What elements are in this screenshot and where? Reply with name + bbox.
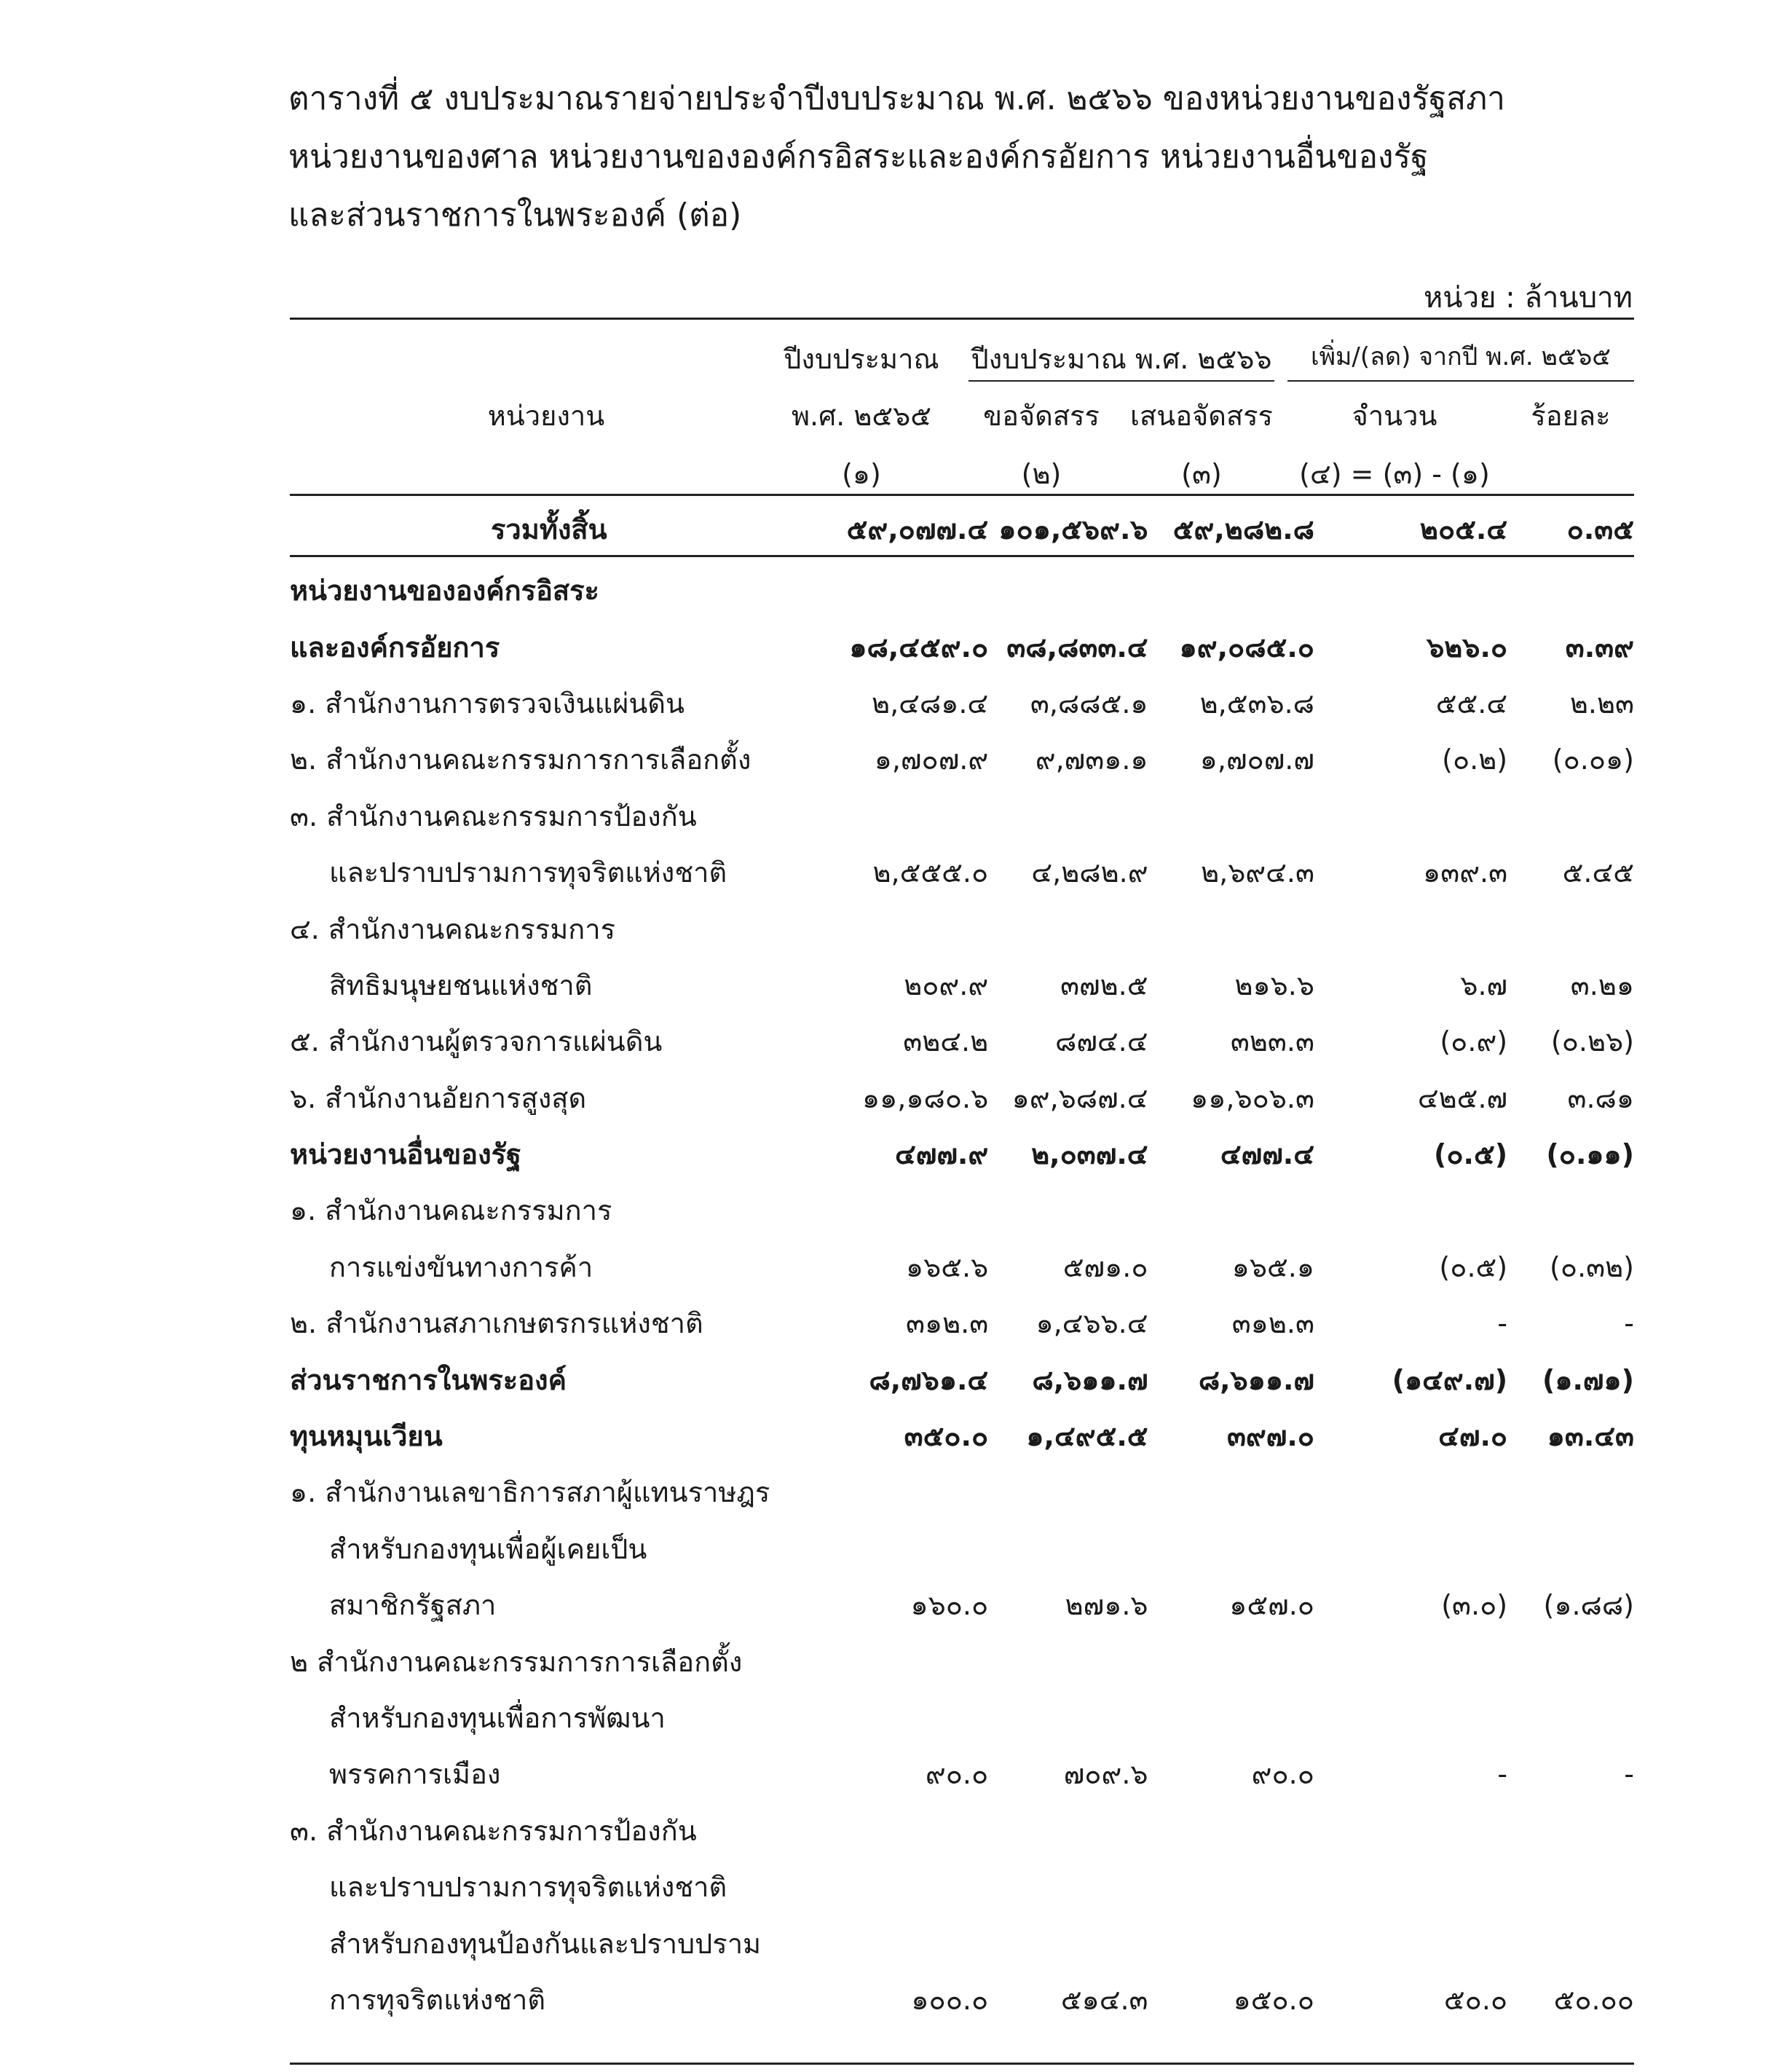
value-cell-c4: (๑๔๙.๗) bbox=[1392, 1363, 1508, 1396]
agency-cell: ๑. สำนักงานเลขาธิการสภาผู้แทนราษฎร bbox=[290, 1476, 770, 1509]
agency-cell: สำหรับกองทุนป้องกันและปราบปราม bbox=[329, 1927, 762, 1960]
table-row bbox=[290, 1803, 1634, 1859]
agency-cell: พรรคการเมือง bbox=[329, 1758, 501, 1791]
value-cell-c4: ๔๒๕.๗ bbox=[1417, 1082, 1508, 1114]
value-cell-c3 bbox=[1148, 1859, 1314, 1915]
unit-label: หน่วย : ล้านบาท bbox=[1423, 281, 1633, 315]
value-cell-c4: (๐.๕) bbox=[1439, 1250, 1508, 1283]
value-cell-c1: ๓๕๐.๐ bbox=[904, 1420, 989, 1453]
table-row bbox=[290, 731, 1634, 787]
value-cell-c4 bbox=[1314, 1690, 1507, 1746]
value-cell-c5: (๐.๒๖) bbox=[1550, 1025, 1634, 1058]
value-cell-c3: ๕๙,๒๘๒.๘ bbox=[1172, 513, 1314, 545]
value-cell-c4: ๖.๗ bbox=[1460, 969, 1508, 1001]
value-cell-c1: ๒,๔๘๑.๔ bbox=[872, 687, 989, 720]
value-cell-c1: ๑๑,๑๘๐.๖ bbox=[862, 1082, 989, 1114]
agency-cell: การแข่งขันทางการค้า bbox=[329, 1250, 593, 1283]
value-cell-c4 bbox=[1314, 1182, 1507, 1238]
header-col1-year: พ.ศ. ๒๕๖๕ bbox=[791, 400, 932, 432]
value-cell-c4 bbox=[1314, 562, 1507, 618]
agency-cell: ๕. สำนักงานผู้ตรวจการแผ่นดิน bbox=[290, 1025, 663, 1058]
value-cell-c2: ๑,๔๖๖.๔ bbox=[1035, 1307, 1148, 1340]
value-cell-c2: ๕๗๑.๐ bbox=[1062, 1250, 1148, 1283]
value-cell-c2 bbox=[988, 1182, 1148, 1238]
group-underline-change bbox=[1287, 380, 1634, 382]
value-cell-c3: ๑๑,๖๐๖.๓ bbox=[1191, 1082, 1314, 1114]
value-cell-c1: ๒,๕๕๕.๐ bbox=[872, 856, 989, 889]
value-cell-c2 bbox=[988, 900, 1148, 956]
value-cell-c1: ๓๑๒.๓ bbox=[905, 1307, 989, 1340]
value-cell-c5: (๐.๐๑) bbox=[1552, 744, 1634, 776]
table-bottom-rule bbox=[290, 2063, 1634, 2065]
value-cell-c2 bbox=[988, 1521, 1148, 1577]
value-cell-c3 bbox=[1148, 562, 1314, 618]
table-row bbox=[290, 1070, 1634, 1126]
value-cell-c3: ๑๕๐.๐ bbox=[1233, 1983, 1314, 2016]
table-row bbox=[290, 1859, 1634, 1915]
header-col5: ร้อยละ bbox=[1531, 400, 1611, 432]
value-cell-c2: ๓๗๒.๕ bbox=[1060, 969, 1148, 1001]
value-cell-c5: ๐.๓๕ bbox=[1566, 513, 1634, 545]
value-cell-c5: ๒.๒๓ bbox=[1569, 687, 1634, 720]
table-row bbox=[290, 844, 1634, 900]
agency-cell: ๔. สำนักงานคณะกรรมการ bbox=[290, 913, 616, 945]
header-col2-number: (๒) bbox=[1021, 458, 1062, 490]
table-row bbox=[290, 1577, 1634, 1633]
header-col1-top: ปีงบประมาณ bbox=[784, 343, 939, 375]
value-cell-c2: ๑๙,๖๘๗.๔ bbox=[1011, 1082, 1148, 1114]
value-cell-c5 bbox=[1507, 1464, 1634, 1520]
value-cell-c1 bbox=[808, 1690, 989, 1746]
agency-cell: และองค์กรอัยการ bbox=[290, 631, 500, 663]
agency-cell: ๑. สำนักงานการตรวจเงินแผ่นดิน bbox=[290, 687, 685, 720]
agency-cell: และปราบปรามการทุจริตแห่งชาติ bbox=[329, 1871, 727, 1904]
value-cell-c4: ๖๒๖.๐ bbox=[1427, 631, 1508, 663]
agency-cell: ๒. สำนักงานสภาเกษตรกรแห่งชาติ bbox=[290, 1307, 703, 1340]
value-cell-c5: ๕.๔๕ bbox=[1562, 856, 1634, 889]
value-cell-c3: ๑๙,๐๘๕.๐ bbox=[1179, 631, 1314, 663]
value-cell-c1: ๑๘,๔๕๙.๐ bbox=[849, 631, 989, 663]
agency-cell: ส่วนราชการในพระองค์ bbox=[290, 1363, 567, 1396]
value-cell-c4: ๔๗.๐ bbox=[1438, 1420, 1508, 1453]
table-top-rule bbox=[290, 318, 1634, 320]
table-row bbox=[290, 1971, 1634, 2028]
value-cell-c3: ๓๒๓.๓ bbox=[1230, 1025, 1314, 1058]
value-cell-c2: ๑,๔๙๕.๕ bbox=[1026, 1420, 1148, 1453]
value-cell-c2: ๕๑๔.๓ bbox=[1060, 1983, 1148, 2016]
value-cell-c3: ๒๑๖.๖ bbox=[1234, 969, 1314, 1001]
value-cell-c4 bbox=[1314, 1803, 1507, 1859]
value-cell-c2 bbox=[988, 1859, 1148, 1915]
table-row bbox=[290, 1690, 1634, 1746]
header-col3: เสนอจัดสรร bbox=[1130, 400, 1273, 432]
value-cell-c3 bbox=[1148, 1182, 1314, 1238]
table-row bbox=[290, 675, 1634, 731]
value-cell-c1 bbox=[808, 1464, 989, 1520]
value-cell-c3 bbox=[1148, 1633, 1314, 1689]
value-cell-c5: ๓.๒๑ bbox=[1570, 969, 1634, 1001]
value-cell-c5: ๓.๓๙ bbox=[1565, 631, 1634, 663]
value-cell-c2 bbox=[988, 1464, 1148, 1520]
value-cell-c5: - bbox=[1624, 1757, 1634, 1790]
value-cell-c1 bbox=[808, 1633, 989, 1689]
value-cell-c1 bbox=[808, 1182, 989, 1238]
agency-cell: ทุนหมุนเวียน bbox=[290, 1420, 443, 1453]
value-cell-c1 bbox=[808, 1915, 989, 1971]
value-cell-c4 bbox=[1314, 788, 1507, 844]
value-cell-c5: ๑๓.๔๓ bbox=[1547, 1420, 1634, 1453]
table-row bbox=[290, 1351, 1634, 1407]
value-cell-c2 bbox=[988, 562, 1148, 618]
value-cell-c1: ๑,๗๐๗.๙ bbox=[874, 744, 989, 776]
table-row bbox=[290, 957, 1634, 1013]
table-title bbox=[288, 70, 1657, 245]
table-row bbox=[290, 1633, 1634, 1689]
value-cell-c1 bbox=[808, 788, 989, 844]
agency-cell: การทุจริตแห่งชาติ bbox=[329, 1983, 546, 2016]
header-agency: หน่วยงาน bbox=[487, 400, 605, 432]
table-row bbox=[290, 1408, 1634, 1464]
title-line: หน่วยงานของศาล หน่วยงานขององค์กรอิสระและองค์กรอัยการ หน่วยงานอื่นของรัฐ bbox=[288, 138, 1429, 176]
value-cell-c4: - bbox=[1497, 1307, 1508, 1339]
value-cell-c3 bbox=[1148, 900, 1314, 956]
total-row bbox=[290, 495, 1634, 562]
value-cell-c5: ๓.๘๑ bbox=[1567, 1082, 1634, 1114]
value-cell-c5: ๕๐.๐๐ bbox=[1553, 1983, 1634, 2016]
table-row bbox=[290, 1521, 1634, 1577]
value-cell-c5: (๑.๗๑) bbox=[1542, 1363, 1634, 1396]
header-col4: จำนวน bbox=[1352, 400, 1437, 432]
table-row bbox=[290, 1464, 1634, 1520]
value-cell-c3 bbox=[1148, 1690, 1314, 1746]
value-cell-c3: ๔๗๗.๔ bbox=[1220, 1138, 1314, 1171]
value-cell-c4 bbox=[1314, 1633, 1507, 1689]
value-cell-c4: - bbox=[1497, 1757, 1508, 1790]
value-cell-c2: ๘๗๔.๔ bbox=[1055, 1025, 1148, 1058]
value-cell-c5 bbox=[1507, 788, 1634, 844]
value-cell-c1: ๙๐.๐ bbox=[925, 1758, 989, 1791]
value-cell-c3 bbox=[1148, 1521, 1314, 1577]
agency-cell: ๓. สำนักงานคณะกรรมการป้องกัน bbox=[290, 800, 697, 832]
value-cell-c3 bbox=[1148, 1915, 1314, 1971]
budget-table bbox=[290, 495, 1634, 2028]
title-line: ตารางที่ ๕ งบประมาณรายจ่ายประจำปีงบประมาณ พ.ศ. ๒๕๖๖ ของหน่วยงานของรัฐสภา bbox=[288, 80, 1505, 117]
value-cell-c1: ๓๒๔.๒ bbox=[903, 1025, 989, 1058]
value-cell-c1 bbox=[808, 1521, 989, 1577]
agency-cell: ๓. สำนักงานคณะกรรมการป้องกัน bbox=[290, 1814, 697, 1847]
value-cell-c5 bbox=[1507, 1690, 1634, 1746]
value-cell-c5: (๐.๑๑) bbox=[1546, 1138, 1634, 1171]
title-line: และส่วนราชการในพระองค์ (ต่อ) bbox=[288, 197, 742, 234]
value-cell-c2: ๘,๖๑๑.๗ bbox=[1032, 1363, 1148, 1396]
value-cell-c5 bbox=[1507, 1182, 1634, 1238]
table-row bbox=[290, 1182, 1634, 1238]
agency-cell: ๑. สำนักงานคณะกรรมการ bbox=[290, 1194, 612, 1227]
value-cell-c5: (๐.๓๒) bbox=[1550, 1250, 1634, 1283]
value-cell-c2: ๔,๒๘๒.๙ bbox=[1031, 856, 1148, 889]
value-cell-c2 bbox=[988, 1803, 1148, 1859]
table-row bbox=[290, 1239, 1634, 1295]
value-cell-c3: ๑๕๗.๐ bbox=[1229, 1589, 1314, 1622]
value-cell-c4: ๑๓๙.๓ bbox=[1423, 856, 1508, 889]
agency-cell: รวมทั้งสิ้น bbox=[491, 513, 607, 545]
value-cell-c1: ๘,๗๖๑.๔ bbox=[869, 1363, 989, 1396]
value-cell-c2: ๓,๘๘๕.๑ bbox=[1030, 687, 1148, 720]
header-group-change: เพิ่ม/(ลด) จากปี พ.ศ. ๒๕๖๕ bbox=[1310, 342, 1612, 371]
table-row bbox=[290, 562, 1634, 618]
value-cell-c2 bbox=[988, 788, 1148, 844]
value-cell-c5: (๑.๘๘) bbox=[1543, 1589, 1634, 1622]
value-cell-c2: ๒,๐๓๗.๔ bbox=[1031, 1138, 1148, 1171]
value-cell-c4 bbox=[1314, 1859, 1507, 1915]
value-cell-c3: ๒,๕๓๖.๘ bbox=[1199, 687, 1314, 720]
value-cell-c2 bbox=[988, 1633, 1148, 1689]
value-cell-c5 bbox=[1507, 1915, 1634, 1971]
value-cell-c2 bbox=[988, 1690, 1148, 1746]
table-row bbox=[290, 788, 1634, 844]
agency-cell: หน่วยงานขององค์กรอิสระ bbox=[290, 575, 599, 607]
value-cell-c2: ๗๐๙.๖ bbox=[1063, 1758, 1148, 1791]
value-cell-c2: ๑๐๑,๕๖๙.๖ bbox=[998, 513, 1148, 545]
agency-cell: สมาชิกรัฐสภา bbox=[329, 1589, 497, 1622]
value-cell-c1 bbox=[808, 1803, 989, 1859]
agency-cell: สำหรับกองทุนเพื่อผู้เคยเป็น bbox=[329, 1532, 647, 1565]
agency-cell: ๒. สำนักงานคณะกรรมการการเลือกตั้ง bbox=[290, 744, 752, 776]
agency-cell: สำหรับกองทุนเพื่อการพัฒนา bbox=[329, 1702, 666, 1734]
value-cell-c1: ๑๖๕.๖ bbox=[905, 1250, 989, 1283]
header-col1-number: (๑) bbox=[842, 458, 881, 490]
header-col2: ขอจัดสรร bbox=[983, 400, 1100, 432]
value-cell-c1 bbox=[808, 900, 989, 956]
value-cell-c4: ๕๕.๔ bbox=[1435, 687, 1508, 720]
value-cell-c3: ๑,๗๐๗.๗ bbox=[1199, 744, 1314, 776]
value-cell-c1 bbox=[808, 1859, 989, 1915]
value-cell-c3 bbox=[1148, 1464, 1314, 1520]
value-cell-c4: (๓.๐) bbox=[1441, 1589, 1508, 1622]
table-row bbox=[290, 1746, 1634, 1802]
value-cell-c2: ๓๘,๘๓๓.๔ bbox=[1006, 631, 1148, 663]
header-group-2566: ปีงบประมาณ พ.ศ. ๒๕๖๖ bbox=[971, 343, 1272, 375]
table-row bbox=[290, 900, 1634, 956]
value-cell-c1: ๕๙,๐๗๗.๔ bbox=[846, 513, 989, 545]
value-cell-c3: ๓๙๗.๐ bbox=[1226, 1420, 1314, 1453]
table-row bbox=[290, 1126, 1634, 1182]
value-cell-c4 bbox=[1314, 1915, 1507, 1971]
agency-cell: สิทธิมนุษยชนแห่งชาติ bbox=[329, 969, 593, 1001]
value-cell-c2: ๒๗๑.๖ bbox=[1065, 1589, 1148, 1622]
value-cell-c3: ๘,๖๑๑.๗ bbox=[1198, 1363, 1314, 1396]
value-cell-c3 bbox=[1148, 788, 1314, 844]
table-row bbox=[290, 1013, 1634, 1069]
table-body bbox=[290, 495, 1634, 2028]
agency-cell: ๖. สำนักงานอัยการสูงสุด bbox=[290, 1082, 587, 1114]
value-cell-c3 bbox=[1148, 1803, 1314, 1859]
value-cell-c3: ๒,๖๙๔.๓ bbox=[1201, 856, 1314, 889]
value-cell-c5 bbox=[1507, 1633, 1634, 1689]
value-cell-c4: ๒๐๕.๔ bbox=[1419, 513, 1508, 545]
value-cell-c5 bbox=[1507, 1521, 1634, 1577]
value-cell-c4: ๕๐.๐ bbox=[1443, 1983, 1508, 2016]
value-cell-c5 bbox=[1507, 1859, 1634, 1915]
value-cell-c3: ๑๖๕.๑ bbox=[1231, 1250, 1314, 1283]
value-cell-c4 bbox=[1314, 1521, 1507, 1577]
value-cell-c3: ๙๐.๐ bbox=[1251, 1758, 1314, 1791]
value-cell-c4 bbox=[1314, 900, 1507, 956]
value-cell-c4: (๐.๙) bbox=[1440, 1025, 1508, 1058]
value-cell-c1: ๑๐๐.๐ bbox=[911, 1983, 989, 2016]
value-cell-c2 bbox=[988, 1915, 1148, 1971]
value-cell-c4: (๐.๕) bbox=[1433, 1138, 1508, 1171]
value-cell-c1: ๒๐๙.๙ bbox=[904, 969, 989, 1001]
value-cell-c5: - bbox=[1624, 1307, 1634, 1339]
agency-cell: ๒ สำนักงานคณะกรรมการการเลือกตั้ง bbox=[290, 1645, 743, 1678]
table-row bbox=[290, 1295, 1634, 1351]
value-cell-c1: ๑๖๐.๐ bbox=[910, 1589, 989, 1622]
agency-cell: หน่วยงานอื่นของรัฐ bbox=[290, 1138, 522, 1171]
value-cell-c5 bbox=[1507, 900, 1634, 956]
header-col3-number: (๓) bbox=[1181, 458, 1222, 490]
value-cell-c1: ๔๗๗.๙ bbox=[895, 1138, 989, 1171]
value-cell-c5 bbox=[1507, 562, 1634, 618]
value-cell-c2: ๙,๗๓๑.๑ bbox=[1035, 744, 1148, 776]
table-row bbox=[290, 1915, 1634, 1971]
value-cell-c5 bbox=[1507, 1803, 1634, 1859]
value-cell-c4 bbox=[1314, 1464, 1507, 1520]
value-cell-c3: ๓๑๒.๓ bbox=[1231, 1307, 1314, 1340]
value-cell-c1 bbox=[808, 562, 989, 618]
table-row bbox=[290, 618, 1634, 674]
value-cell-c4: (๐.๒) bbox=[1442, 744, 1508, 776]
header-col4-formula: (๔) = (๓) - (๑) bbox=[1299, 458, 1490, 490]
agency-cell: และปราบปรามการทุจริตแห่งชาติ bbox=[329, 856, 727, 889]
